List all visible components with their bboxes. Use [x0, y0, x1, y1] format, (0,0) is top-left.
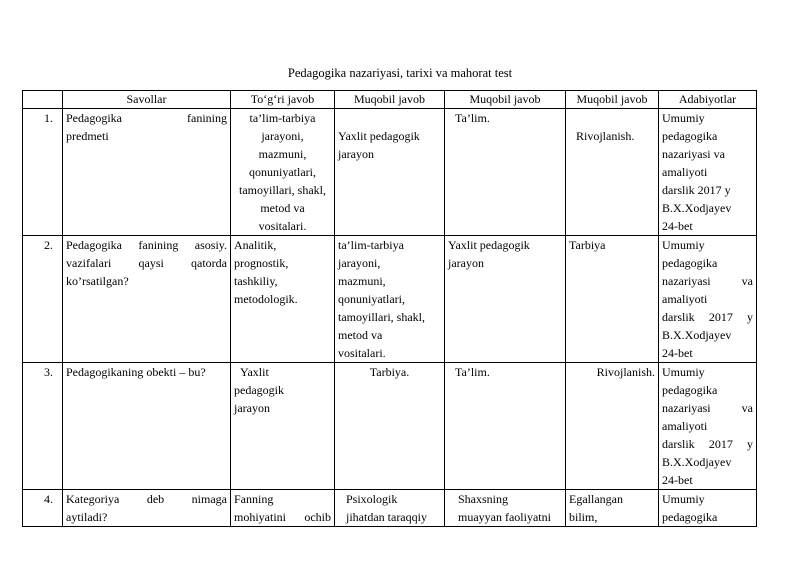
answer-line: Yaxlit [240, 365, 269, 379]
question-line: Kategoriya deb nimaga [66, 492, 227, 506]
answer-line: jihatdan taraqqiy [346, 510, 427, 524]
literature-line: darslik 2017 y [662, 437, 753, 451]
header-literature: Adabiyotlar [659, 91, 757, 109]
literature-line: 24-bet [662, 346, 693, 360]
answer-line: Ta’lim. [455, 365, 490, 379]
literature-line: nazariyasi va [662, 401, 753, 415]
answer-line: prognostik, [234, 256, 289, 270]
literature-line: pedagogika [662, 383, 718, 397]
answer-line: bilim, [569, 510, 598, 524]
literature-line: amaliyoti [662, 292, 708, 306]
literature-line: nazariyasi va [662, 147, 725, 161]
alt-answer-2-cell [445, 236, 566, 363]
answer-line: Rivojlanish. [596, 365, 655, 379]
answer-line: Psixologik [346, 492, 398, 506]
answer-line: muayyan faoliyatni [458, 510, 551, 524]
answer-line: Ta’lim. [455, 111, 490, 125]
header-num [23, 91, 63, 109]
question-line: aytiladi? [66, 510, 108, 524]
answer-line: mazmuni, [258, 147, 307, 161]
question-cell [63, 363, 231, 490]
row-number: 1. [23, 109, 63, 236]
answer-line: jarayon [338, 147, 374, 161]
answer-line: metod va [338, 328, 383, 342]
question-line: Pedagogikaning obekti – bu? [66, 365, 206, 379]
answer-line: Fanning [234, 492, 274, 506]
answer-line: metod va [260, 201, 305, 215]
header-alt-answer-3: Muqobil javob [566, 91, 659, 109]
alt-answer-2-cell [445, 109, 566, 236]
answer-line: jarayoni, [338, 256, 381, 270]
table-row [23, 236, 757, 363]
answer-line: Analitik, [234, 238, 277, 252]
question-line: vazifalari qaysi qatorda [66, 256, 227, 270]
answer-line: jarayon [448, 256, 484, 270]
answer-line: tamoyillari, shakl, [239, 183, 326, 197]
answer-line: Yaxlit pedagogik [448, 238, 530, 252]
answer-line: qonuniyatlari, [338, 292, 405, 306]
header-alt-answer-2: Muqobil javob [445, 91, 566, 109]
literature-line: amaliyoti [662, 419, 708, 433]
correct-answer-cell [231, 490, 335, 527]
answer-line: metodologik. [234, 292, 298, 306]
header-alt-answer-1: Muqobil javob [335, 91, 445, 109]
literature-line: 24-bet [662, 219, 693, 233]
row-number: 2. [23, 236, 63, 363]
alt-answer-2-cell [445, 490, 566, 527]
header-row [23, 91, 757, 109]
literature-line: 24-bet [662, 473, 693, 487]
alt-answer-3-cell [566, 363, 659, 490]
answer-line: vositalari. [338, 346, 386, 360]
literature-line: Umumiy [662, 238, 705, 252]
correct-answer-cell [231, 363, 335, 490]
page-title: Pedagogika nazariyasi, tarixi va mahorat test [287, 66, 513, 80]
answer-line: Rivojlanish. [576, 129, 635, 143]
answer-line: Egallangan [569, 492, 623, 506]
literature-line: Umumiy [662, 492, 705, 506]
literature-line: B.X.Xodjayev [662, 455, 732, 469]
row-number: 3. [23, 363, 63, 490]
literature-line: Umumiy [662, 111, 705, 125]
literature-cell [659, 109, 757, 236]
literature-line: pedagogika [662, 129, 718, 143]
literature-line: Umumiy [662, 365, 705, 379]
table-row [23, 363, 757, 490]
question-line: predmeti [66, 129, 109, 143]
test-table [22, 90, 757, 527]
answer-line: jarayoni, [261, 129, 304, 143]
table-row [23, 109, 757, 236]
alt-answer-1-cell [335, 236, 445, 363]
literature-line: B.X.Xodjayev [662, 328, 732, 342]
literature-line: darslik 2017 y [662, 310, 753, 324]
literature-line: amaliyoti [662, 165, 708, 179]
question-line: Pedagogika fanining [66, 111, 227, 125]
answer-line: ta’lim-tarbiya [338, 238, 404, 252]
literature-line: darslik 2017 y [662, 183, 731, 197]
question-cell [63, 236, 231, 363]
answer-line: tamoyillari, shakl, [338, 310, 425, 324]
question-line: ko’rsatilgan? [66, 274, 129, 288]
answer-line: pedagogik [234, 383, 284, 397]
answer-line: tashkiliy, [234, 274, 278, 288]
alt-answer-3-cell [566, 109, 659, 236]
alt-answer-2-cell [445, 363, 566, 490]
alt-answer-3-cell [566, 490, 659, 527]
table-row [23, 490, 757, 527]
literature-cell [659, 490, 757, 527]
literature-line: B.X.Xodjayev [662, 201, 732, 215]
alt-answer-1-cell [335, 490, 445, 527]
answer-line: qonuniyatlari, [249, 165, 316, 179]
alt-answer-1-cell [335, 109, 445, 236]
answer-line: Tarbiya. [369, 365, 410, 379]
literature-cell [659, 236, 757, 363]
header-questions: Savollar [63, 91, 231, 109]
question-cell [63, 490, 231, 527]
answer-line: vositalari. [258, 219, 307, 233]
alt-answer-3-cell [566, 236, 659, 363]
literature-line: pedagogika [662, 510, 718, 524]
literature-cell [659, 363, 757, 490]
answer-line: Shaxsning [458, 492, 509, 506]
answer-line: ta’lim-tarbiya [249, 111, 316, 125]
answer-line: Yaxlit pedagogik [338, 129, 420, 143]
answer-line: jarayon [234, 401, 270, 415]
literature-line: nazariyasi va [662, 274, 753, 288]
literature-line: pedagogika [662, 256, 718, 270]
correct-answer-cell [231, 236, 335, 363]
alt-answer-1-cell [335, 363, 445, 490]
answer-line: mohiyatini ochib [234, 510, 331, 524]
header-correct-answer: To‘g‘ri javob [231, 91, 335, 109]
answer-line: mazmuni, [338, 274, 386, 288]
question-cell [63, 109, 231, 236]
question-line: Pedagogika fanining asosiy. [66, 238, 227, 252]
correct-answer-cell [231, 109, 335, 236]
answer-line: Tarbiya [569, 238, 606, 252]
row-number: 4. [23, 490, 63, 527]
